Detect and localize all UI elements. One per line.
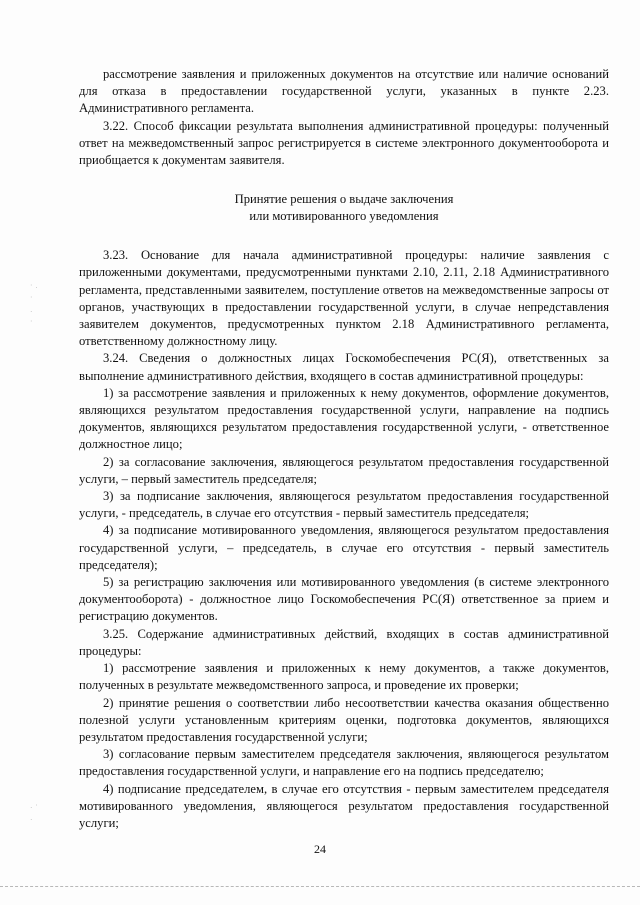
paragraph-continuation: рассмотрение заявления и приложенных документов на отсутствие или наличие оснований для отказа в предоставлении государственной услуги, указанных в пункте 2.23. Административного регламента. (79, 67, 609, 116)
document-body (79, 66, 609, 832)
list-item-3-24-1: 1) за рассмотрение заявления и приложенных к нему документов, оформление документов, являющихся результатом предоставления государственной услуги, направление на подпись документов, являющихся результатом предоставления государственной услуги, - ответственное должностное лицо; (79, 385, 609, 452)
paragraph-3-23: 3.23. Основание для начала административной процедуры: наличие заявления с приложенными документами, предусмотренными пунктами 2.10, 2.11, 2.18 Административного регламента, представленными заявителем, поступление ответов на межведомственные запросы от органов, участвующих в предоставлении государственной услуги, в случае непредставления заявителем документов, предусмотренных пунктом 2.18 Административного регламента, ответственному должностному лицу. (79, 248, 609, 349)
scan-bottom-line (0, 886, 640, 888)
list-item-3-25-1: 1) рассмотрение заявления и приложенных к нему документов, а также документов, полученных в результате межведомственного запроса, и проведение их проверки; (79, 661, 609, 693)
paragraph-3-22: 3.22. Способ фиксации результата выполнения административной процедуры: полученный ответ на межведомственный запрос регистрируется в системе электронного документооборота и приобщается к документам заявителя. (79, 118, 609, 168)
list-item-3-24-4: 4) за подписание мотивированного уведомления, являющегося результатом предоставления государственной услуги, – председатель, в случае его отсутствия - первый заместитель председателя); (79, 523, 609, 572)
list-item-3-24-2: 2) за согласование заключения, являющегося результатом предоставления государственной услуги, – первый заместитель председателя; (79, 454, 609, 486)
paragraph-3-25: 3.25. Содержание административных действий, входящих в состав административной процедуры: (79, 626, 609, 658)
list-item-3-24-5: 5) за регистрацию заключения или мотивированного уведомления (в системе электронного документооборота) - должностное лицо Госкомобеспечения РС(Я) ответственное за прием и регистрацию документов. (79, 575, 609, 624)
scan-margin-speckles-lower: . · . (30, 801, 38, 822)
list-item-3-25-3: 3) согласование первым заместителем председателя заключения, являющегося результатом предоставления государственной услуги, и направление его на подпись председателю; (79, 747, 609, 779)
list-item-3-25-4: 4) подписание председателем, в случае его отсутствия - первым заместителем председателя мотивированного уведомления, являющегося результатом предоставления государственной услуги; (79, 781, 609, 830)
paragraph-3-24: 3.24. Сведения о должностных лицах Госкомобеспечения РС(Я), ответственных за выполнение административного действия, входящего в состав административной процедуры: (79, 351, 609, 383)
page-number: 24 (314, 842, 326, 856)
list-item-3-24-3: 3) за подписание заключения, являющегося результатом предоставления государственной услуги, - председатель, в случае его отсутствия - первый заместитель председателя; (79, 489, 609, 521)
list-item-3-25-2: 2) принятие решения о соответствии либо несоответствии качества оказания общественно полезной услуги установленным критериям оценки, подготовка документов, являющихся результатом предоставления государственной услуги; (79, 695, 609, 744)
scan-margin-speckles: · . · . · (30, 281, 38, 326)
section-heading (79, 191, 609, 224)
section-heading-line-2: или мотивированного уведомления (249, 208, 439, 223)
section-heading-line-1: Принятие решения о выдаче заключения (234, 192, 454, 207)
